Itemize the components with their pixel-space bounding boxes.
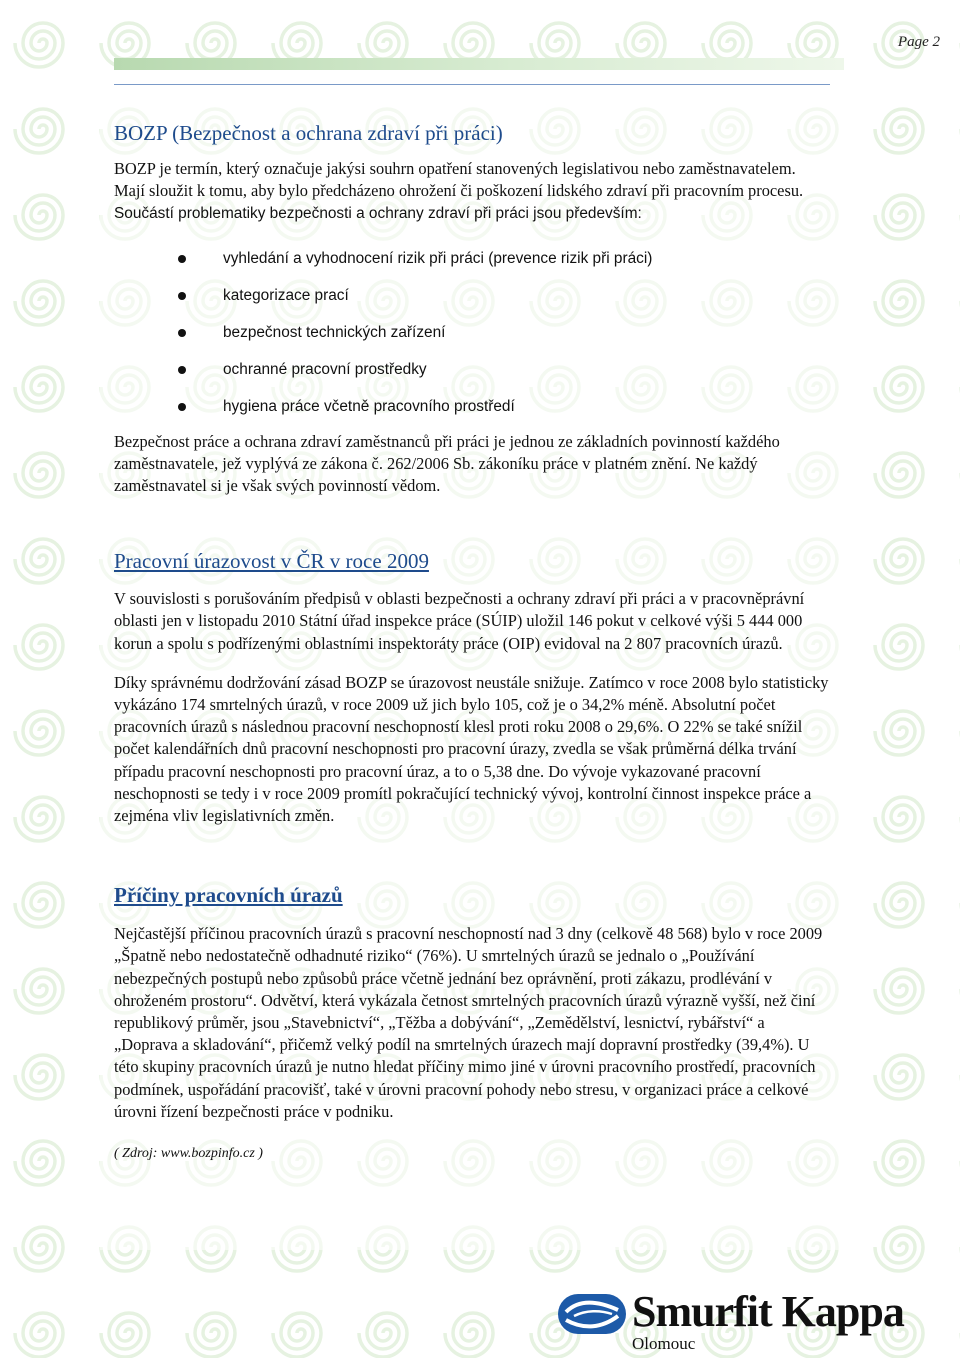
section-heading-priciny: Příčiny pracovních úrazů xyxy=(114,883,343,908)
logo-wordmark: Smurfit Kappa xyxy=(632,1287,904,1336)
bullet-icon xyxy=(178,329,186,337)
urazovost-paragraph-2: Díky správnému dodržování zásad BOZP se úrazovost neustále snižuje. Zatímco v roce 2008 bylo statisticky vykázáno 174 smrtelných úrazů, v roce 2009 už jich bylo 105, což je o 34,2% méně. Absolutní počet pracovních úrazů s následnou pracovní neschopností klesl proti roku 2008 o 29,6%. O 22% se také snížil počet kalendářních dnů pracovní neschopnosti pro pracovní úrazy, zvedla se však průměrná délka trvání případu pracovní neschopnosti pro pracovní úraz, a to o 5,38 dne. Do vývoje vykazované pracovní neschopnosti se tedy i v roce 2009 promítl pokračující technický vývoj, kontrolní činnost inspekce práce a zejména vliv legislativních změn. xyxy=(114,672,829,826)
header-rule xyxy=(114,84,830,85)
list-item: vyhledání a vyhodnocení rizik při práci (prevence rizik při práci) xyxy=(114,250,830,287)
section-urazovost xyxy=(114,547,830,827)
priciny-paragraph: Nejčastější příčinou pracovních úrazů s pracovní neschopností nad 3 dny (celkově 48 568) bylo v roce 2009 „Špatně nebo nedostatečně odhadnuté riziko“ (76%). U smrtelných úrazů se jednalo o „Používání nebezpečných postupů nebo způsobů práce včetně jednání bez oprávnění, proti zákazu, prodlévání v ohroženém prostoru“. Odvětví, která vykázala četnost smrtelných pracovních úrazů výrazně vyšší, než činí republikový průměr, jsou „Stavebnictví“, „Těžba a dobývání“, „Zemědělství, lesnictví, rybářství“ a „Doprava a skladování“, přičemž velký podíl na smrtelných úrazech mají dopravní prostředky (39,4%). U této skupiny pracovních úrazů je nutno hledat příčiny mimo jiné v úrovni pracovního prostředí, pracovních podmínek, uspořádání pracovišť, také v úrovni pracovní pohody nebo stresu, v organizaci práce a celkové úrovni řízení bezpečnosti práce v podniku. xyxy=(114,924,823,1121)
source-note: ( Zdroj: www.bozpinfo.cz ) xyxy=(114,1146,263,1162)
bozp-topics-list xyxy=(114,250,830,435)
section-bozp xyxy=(114,119,830,497)
list-item: bezpečnost technických zařízení xyxy=(114,324,830,361)
list-item: kategorizace prací xyxy=(114,287,830,324)
bozp-intro xyxy=(114,158,830,226)
list-item: ochranné pracovní prostředky xyxy=(114,361,830,398)
urazovost-paragraph-1: V souvislosti s porušováním předpisů v oblasti bezpečnosti a ochrany zdraví při práci a v pracovněprávní oblasti jen v listopadu 2010 Státní úřad inspekce práce (SÚIP) uložil 146 pokut v celkové výši 5 444 000 korun a spolu s podřízenými oblastními inspektoráty práce (OIP) evidoval na 2 807 pracovních úrazů. xyxy=(114,589,805,653)
bozp-intro-continuation: Součástí problematiky bezpečnosti a ochrany zdraví při práci jsou především: xyxy=(114,205,642,223)
section-priciny xyxy=(114,881,830,1165)
bullet-icon xyxy=(178,366,186,374)
bullet-icon xyxy=(178,292,186,300)
document-body xyxy=(114,119,830,1165)
page-number: Page 2 xyxy=(897,34,940,50)
bozp-intro-text: BOZP je termín, který označuje jakýsi souhrn opatření stanovených legislativou nebo zaměstnavatelem. Mají sloužit k tomu, aby bylo předcházeno ohrožení či poškození lidského zdraví při pracovním procesu. xyxy=(114,159,804,201)
bullet-icon xyxy=(178,403,186,411)
bozp-closing: Bezpečnost práce a ochrana zdraví zaměstnanců při práci je jednou ze základních povinností každého zaměstnavatele, jež vyplývá ze zákona č. 262/2006 Sb. zákoníku práce v platném znění. Ne každý zaměstnavatel si je však svých povinností vědom. xyxy=(114,431,780,496)
header-green-bar xyxy=(114,58,844,70)
smurfit-kappa-symbol-icon xyxy=(556,1290,628,1338)
bullet-icon xyxy=(178,255,186,263)
logo-location: Olomouc xyxy=(632,1334,696,1353)
list-item: hygiena práce včetně pracovního prostředí xyxy=(114,398,830,435)
smurfit-kappa-logo xyxy=(556,1287,948,1356)
section-heading-bozp: BOZP (Bezpečnost a ochrana zdraví při práci) xyxy=(114,121,503,145)
section-heading-urazovost: Pracovní úrazovost v ČR v roce 2009 xyxy=(114,549,429,574)
